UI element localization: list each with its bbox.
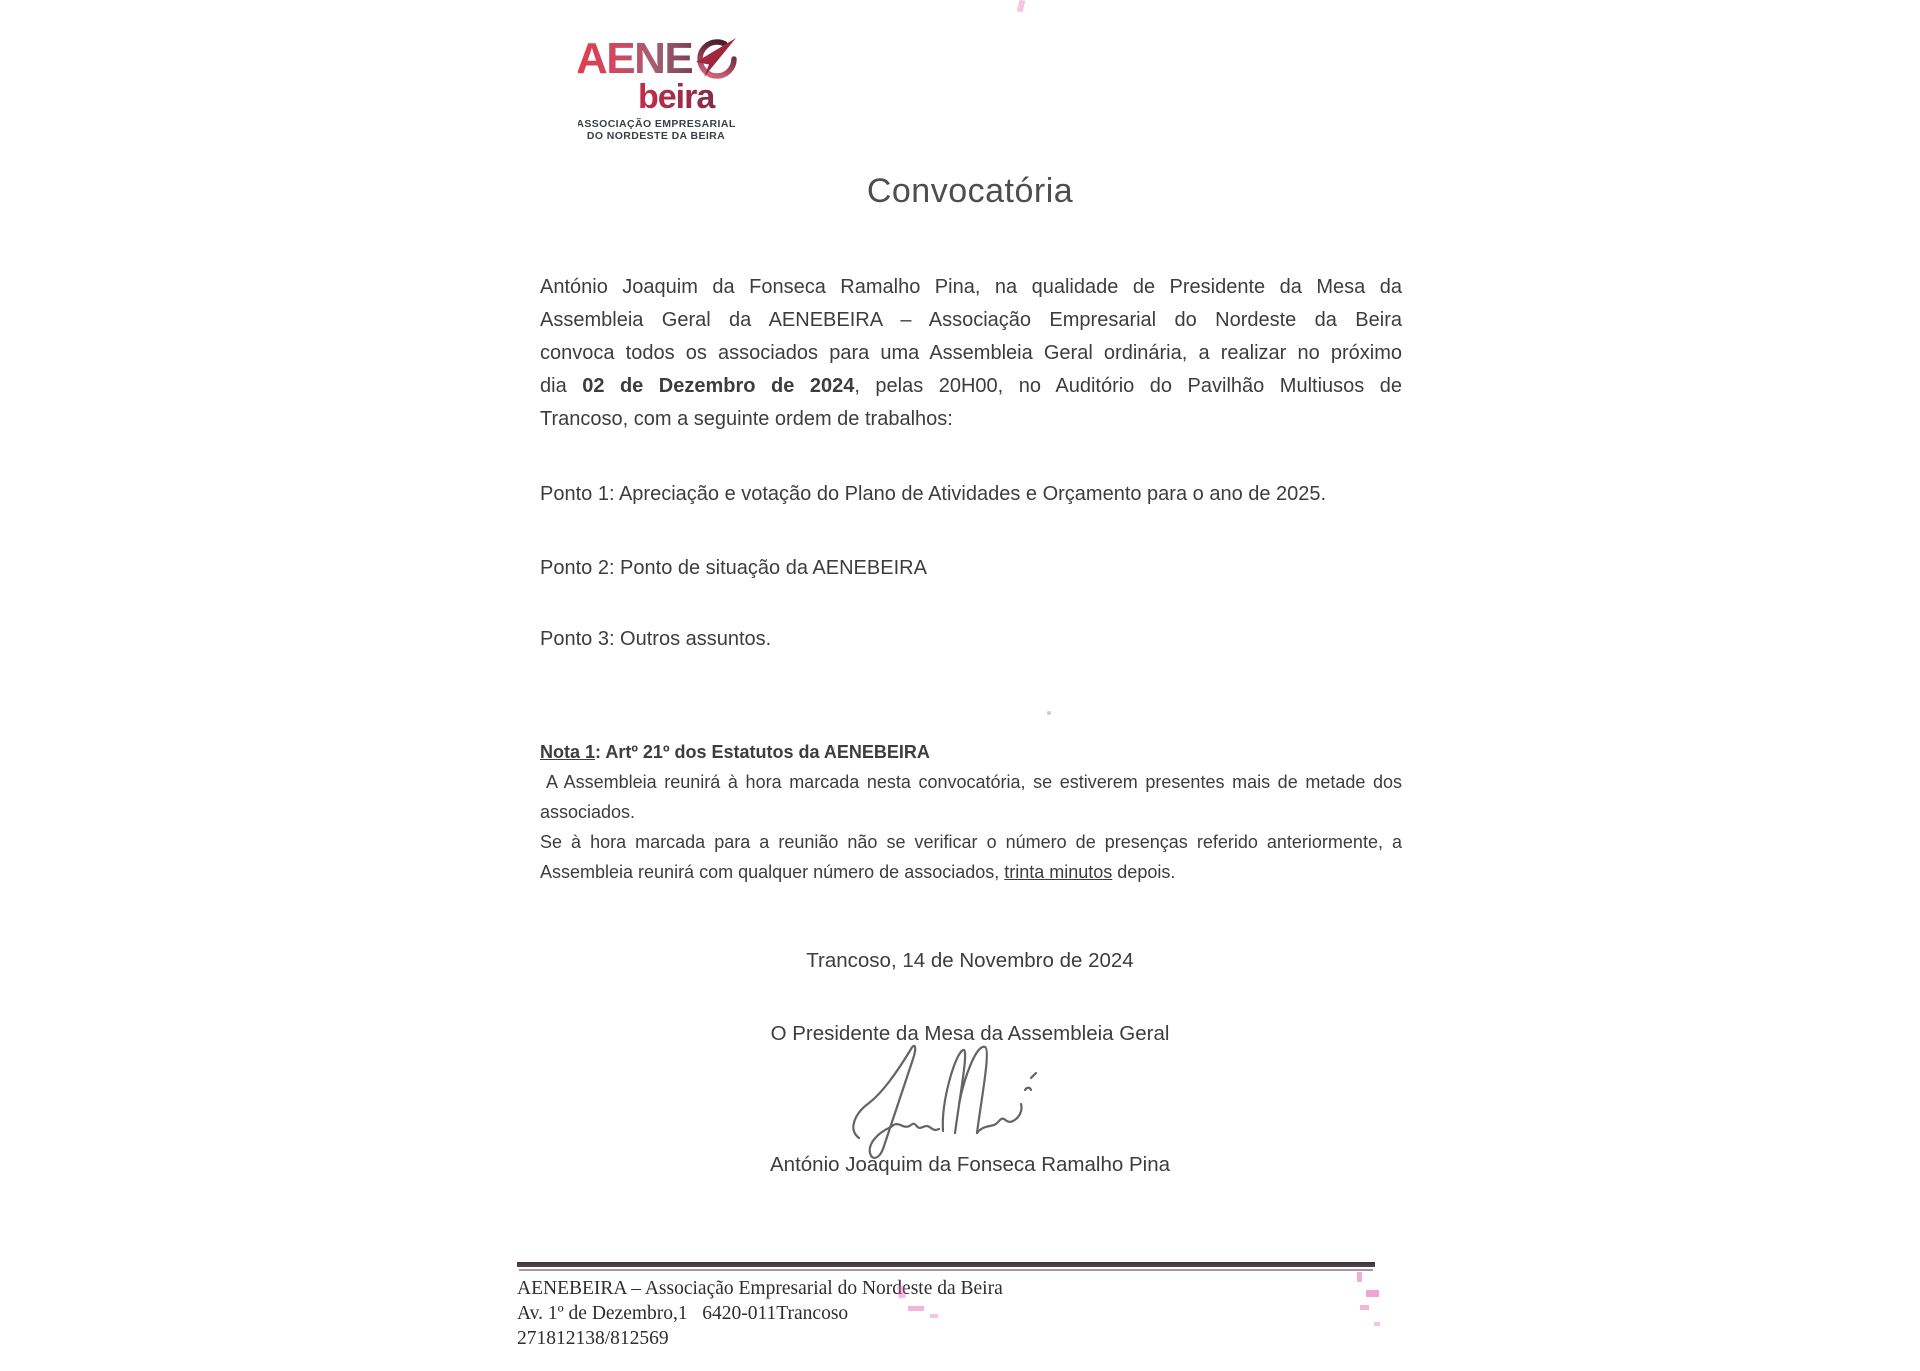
meeting-date-bold: 02 de Dezembro de 2024 xyxy=(582,375,855,397)
nota-line4-pre: Assembleia reunirá com qualquer número de associados, xyxy=(540,862,1005,882)
nota-line4-underlined: trinta minutos xyxy=(1004,862,1113,882)
nota-heading-rest: : Artº 21º dos Estatutos da AENEBEIRA xyxy=(595,742,930,762)
scan-artifact xyxy=(1047,711,1051,715)
signature xyxy=(845,1040,1080,1168)
logo-brand-bottom-text: beira xyxy=(638,78,715,116)
signatory-title: O Presidente da Mesa da Assembleia Geral xyxy=(770,1022,1170,1045)
scan-artifact xyxy=(1017,0,1026,13)
aene-beira-logo xyxy=(578,34,750,144)
intro-line: Trancoso, com a seguinte ordem de trabalhos: xyxy=(540,408,953,430)
intro-line: convoca todos os associados para uma Assembleia Geral ordinária, a realizar no próximo xyxy=(540,342,1402,364)
signatory-name: António Joaquim da Fonseca Ramalho Pina xyxy=(770,1153,1170,1176)
footer-org-line: AENEBEIRA – Associação Empresarial do Nordeste da Beira xyxy=(517,1278,1003,1299)
nota-section xyxy=(540,737,1402,887)
intro-line: Assembleia Geral da AENEBEIRA – Associação Empresarial do Nordeste da Beira xyxy=(540,309,1402,331)
agenda-ponto-2: Ponto 2: Ponto de situação da AENEBEIRA xyxy=(540,557,927,579)
intro-line: António Joaquim da Fonseca Ramalho Pina, na qualidade de Presidente da Mesa da xyxy=(540,276,1402,298)
logo-subtitle-line1: ASSOCIAÇÃO EMPRESARIAL xyxy=(578,118,736,130)
intro-line4-pre: dia xyxy=(540,375,583,397)
page-title: Convocatória xyxy=(866,172,1074,210)
nota-line: Se à hora marcada para a reunião não se verificar o número de presenças referido anteriormente, a xyxy=(540,832,1402,852)
footer-phone-line: 271812138/812569 xyxy=(517,1328,669,1349)
logo-compass-icon xyxy=(696,38,736,77)
logo-subtitle-line2: DO NORDESTE DA BEIRA xyxy=(586,130,726,142)
footer-contact-block xyxy=(517,1276,1397,1351)
footer-divider-bar xyxy=(517,1262,1375,1269)
nota-line: associados. xyxy=(540,802,636,822)
agenda-ponto-3: Ponto 3: Outros assuntos. xyxy=(540,628,772,650)
footer-address-line: Av. 1º de Dezembro,1 6420-011Trancoso xyxy=(517,1303,849,1324)
intro-line4-post: , pelas 20H00, no Auditório do Pavilhão Multiusos de xyxy=(854,375,1403,397)
agenda-ponto-1: Ponto 1: Apreciação e votação do Plano de Atividades e Orçamento para o ano de 2025. xyxy=(540,483,1327,505)
nota-heading-label: Nota 1 xyxy=(540,742,596,762)
nota-heading xyxy=(540,737,1402,767)
nota-line4-post: depois. xyxy=(1112,862,1176,882)
signature-icon xyxy=(845,1040,1080,1168)
intro-line xyxy=(540,370,1402,403)
nota-line: A Assembleia reunirá à hora marcada nesta convocatória, se estiverem presentes mais de metade dos xyxy=(546,772,1402,792)
nota-line xyxy=(540,857,1402,887)
intro-paragraph xyxy=(540,271,1402,436)
logo-graphic xyxy=(578,34,750,144)
place-date-line: Trancoso, 14 de Novembro de 2024 xyxy=(806,949,1134,972)
logo-brand-top-text: AENE xyxy=(578,34,693,83)
